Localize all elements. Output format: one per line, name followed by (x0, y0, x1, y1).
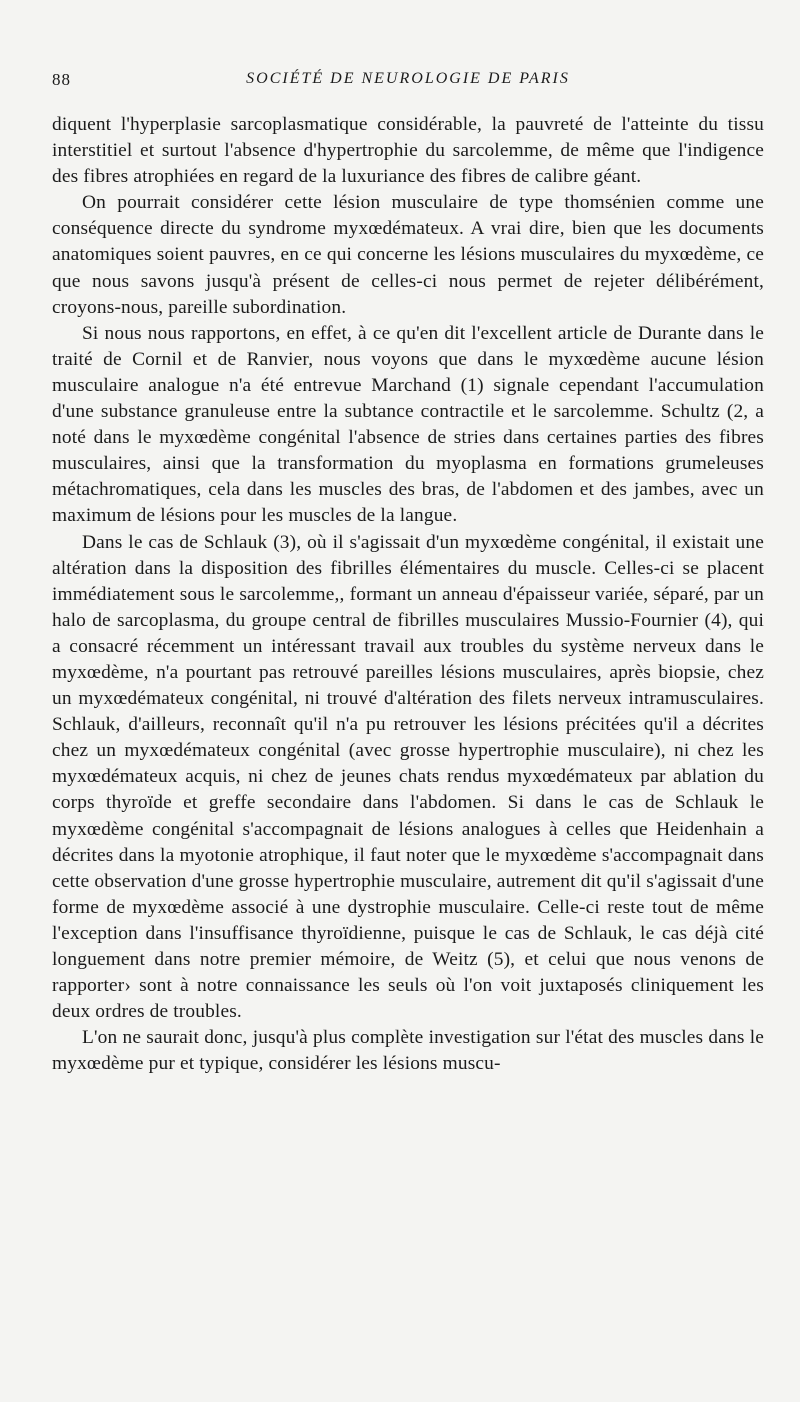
running-head (52, 70, 764, 94)
paragraph-conclusion: L'on ne saurait donc, jusqu'à plus complète investigation sur l'état des muscles dans le myxœdème pur et typique, considérer les lésions muscu- (52, 1027, 764, 1075)
paragraph-schlauk-case: Dans le cas de Schlauk (3), où il s'agissait d'un myxœdème congénital, il existait une altération dans la disposition des fibrilles élémentaires du muscle. Celles-ci se placent immédiatement sous le sarcolemme,, formant un anneau d'épaisseur variée, séparé, par un halo de sarcoplasma, du groupe central de fibrilles musculaires Mussio-Fournier (4), qui a consacré récemment un intéressant travail aux troubles du système nerveux dans le myxœdème, n'a pourtant pas retrouvé pareilles lésions musculaires, après biopsie, chez un myxœdémateux congénital, ni trouvé d'altération des filets nerveux intramusculaires. Schlauk, d'ailleurs, reconnaît qu'il n'a pu retrouver les lésions précitées qu'il a décrites chez un myxœdémateux congénital (avec grosse hypertrophie musculaire), ni chez les myxœdémateux acquis, ni chez de jeunes chats rendus myxœdémateux par ablation du corps thyroïde et greffe secondaire dans l'abdomen. Si dans le cas de Schlauk le myxœdème congénital s'accompagnait de lésions analogues à celles que Heidenhain a décrites dans la myotonie atrophique, il faut noter que le myxœdème s'accompagnait dans cette observation d'une grosse hypertrophie musculaire, autrement dit qu'il s'agissait d'une forme de myxœdème associé à une dystrophie musculaire. Celle-ci reste tout de même l'exception dans l'insuffisance thyroïdienne, puisque le cas de Schlauk, le cas déjà cité longuement dans notre premier mémoire, de Weitz (5), et celui que nous venons de rapporter› sont à notre connaissance les seuls où l'on voit juxtaposés cliniquement les deux ordres de troubles. (52, 531, 764, 1023)
paragraph-literature-review: Si nous nous rapportons, en effet, à ce qu'en dit l'excellent article de Durante dans le traité de Cornil et de Ranvier, nous voyons que dans le myxœdème aucune lésion musculaire analogue n'a été entrevue Marchand (1) signale cependant l'accumulation d'une substance granuleuse entre la subtance contractile et le sarcolemme. Schultz (2, a noté dans le myxœdème congénital l'absence de stries dans certaines parties des fibres musculaires, ainsi que la transformation du myoplasma en formations grumeleuses métachromatiques, cela dans les muscles des bras, de l'abdomen et des jambes, avec un maximum de lésions pour les muscles de la langue. (52, 322, 764, 527)
journal-title: SOCIÉTÉ DE NEUROLOGIE DE PARIS (246, 70, 570, 87)
page-number: 88 (52, 70, 71, 89)
paragraph-thomsenian-lesion: On pourrait considérer cette lésion musculaire de type thomsénien comme une conséquence directe du syndrome myxœdémateux. A vrai dire, bien que les documents anatomiques soient pauvres, en ce qui concerne les lésions musculaires du myxœdème, ce que nous savons jusqu'à présent de celles-ci nous permet de rejeter délibérément, croyons-nous, pareille subordination. (52, 192, 764, 318)
body-text (52, 112, 764, 1077)
paragraph-continuation: diquent l'hyperplasie sarcoplasmatique considérable, la pauvreté de l'atteinte du tissu interstitiel et surtout l'absence d'hypertrophie du sarcolemme, de même que l'indigence des fibres atrophiées en regard de la luxuriance des fibres de calibre géant. (52, 114, 764, 188)
